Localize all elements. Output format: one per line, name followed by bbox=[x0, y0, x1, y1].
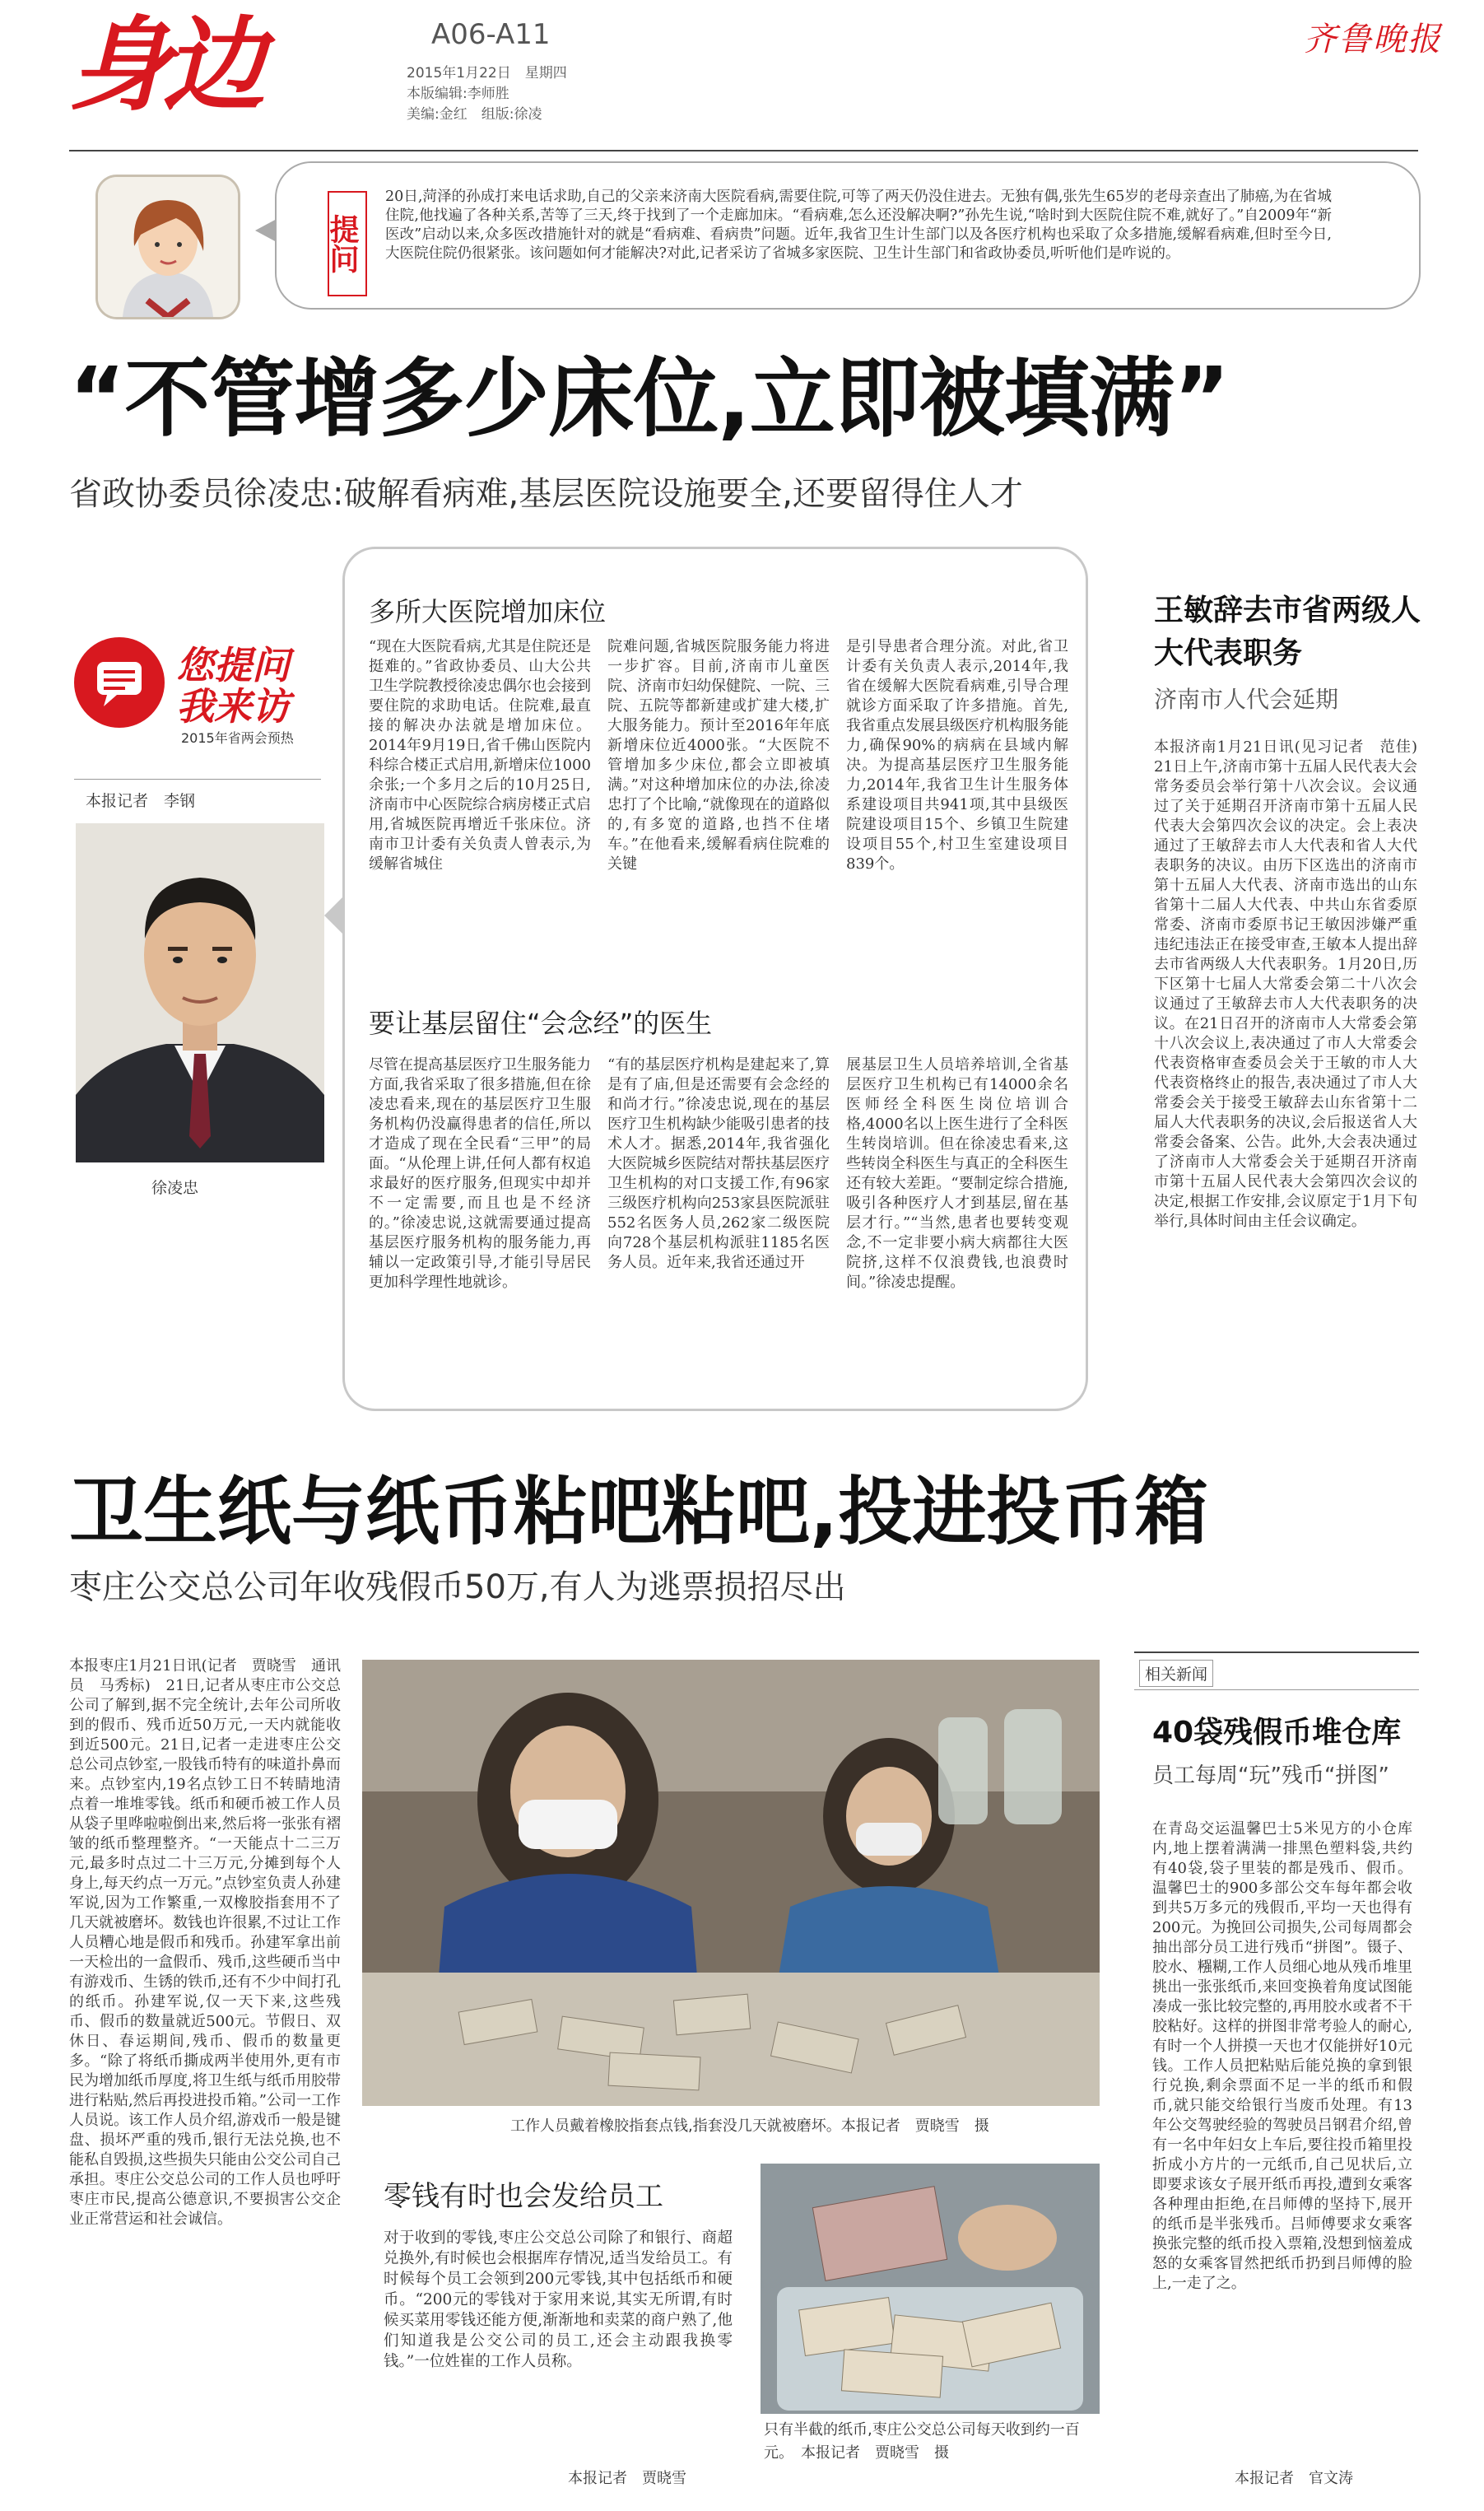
sec2-col2: “有的基层医疗机构是建起来了,算是有了庙,但是还需要有会念经的和尚才行。”徐凌忠说,现在的基层医疗卫生机构缺少能吸引患者的技术人才。据悉,2014年,我省强化大医院城乡医院结对帮扶基层医疗卫生机构的对口支援工作,有96家三级医疗机构向253家县医院派驻552名医务人员,262家二级医院向728个基层机构派驻1185名医务人员。近年来,我省还通过开 bbox=[607, 1056, 830, 1271]
page-editor: 本版编辑:李师胜 bbox=[407, 86, 509, 102]
story3-sub-body: 对于收到的零钱,枣庄公交总公司除了和银行、商超兑换外,有时候也会根据库存情况,适当发给员工。有时候每个员工会领到200元零钱,其中包括纸币和硬币。“200元的零钱对于家用来说,其实无所谓,有时候买菜用零钱还能方便,渐渐地和卖菜的商户熟了,他们知道我是公交公司的员工,还会主动跟我换零钱。”一位姓崔的工作人员称。 bbox=[384, 2229, 733, 2370]
sec2-title: 要让基层留住“会念经”的医生 bbox=[369, 1008, 713, 1039]
story4-headline: 40袋残假币堆仓库 bbox=[1152, 1716, 1402, 1749]
story2-headline: 王敏辞去市省两级人大代表职务 bbox=[1154, 594, 1421, 670]
counting-scene bbox=[362, 1660, 1100, 2106]
story3-headline: 卫生纸与纸币粘吧粘吧,投进投币箱 bbox=[69, 1469, 1209, 1555]
story3-sub-byline: 本报记者 贾晓雪 bbox=[568, 2470, 686, 2487]
speech-icon bbox=[74, 637, 165, 728]
related-label: 相关新闻 bbox=[1139, 1660, 1213, 1687]
portrait-caption: 徐凌忠 bbox=[151, 1179, 199, 1197]
photo2-caption: 只有半截的纸币,枣庄公交总公司每天收到约一百元。 本报记者 贾晓雪 摄 bbox=[764, 2421, 1080, 2462]
story2-subhead: 济南市人代会延期 bbox=[1154, 686, 1339, 713]
box-pointer bbox=[324, 896, 344, 935]
sec1-col1: “现在大医院看病,尤其是住院还是挺难的。”省政协委员、山大公共卫生学院教授徐凌忠偶尔也会接到要住院的求助电话。住院难,最直接的解决办法就是增加床位。2014年9月19日,省千佛山医院内科综合楼正式启用,新增床位1000余张;一个多月之后的10月25日,济南市中心医院综合病房楼正式启用,省城医院再增近千张床位。济南市卫计委有关负责人曾表示,为缓解省城住 bbox=[369, 638, 591, 873]
masthead-rule bbox=[69, 150, 1418, 151]
issue-date: 2015年1月22日 星期四 bbox=[407, 65, 567, 82]
story4-body: 在青岛交运温馨巴士5米见方的小仓库内,地上摆着满满一排黑色塑料袋,共约有40袋,袋子里装的都是残币、假币。温馨巴士的900多部公交车每年都会收到共5万多元的残假币,平均一天也得有200元。为挽回公司损失,公司每周都会抽出部分员工进行残币“拼图”。镊子、胶水、糨糊,工作人员细心地从残币堆里挑出一张张纸币,来回变换着角度试图能凑成一张比较完整的,再用胶水或者不干胶粘好。这样的拼图非常考验人的耐心,有时一个人拼摸一天也才仅能拼好10元钱。工作人员把粘贴后能兑换的拿到银行兑换,剩余票面不足一半的纸币和假币,就只能交给银行当废币处理。有13年公交驾驶经验的驾驶员吕钢君介绍,曾有一名中年妇女上车后,要往投币箱里投折成小方片的一元纸币,自己见状后,立即要求该女子展开纸币再投,遭到女乘客各种理由拒绝,在吕师傅的坚持下,展开的纸币是半张残币。吕师傅要求女乘客换张完整的纸币投入票箱,没想到恼羞成怒的女乘客冒然把纸币扔到吕师傅的脸上,一走了之。 bbox=[1152, 1820, 1412, 2292]
sec2-col1: 尽管在提高基层医疗卫生服务能力方面,我省采取了很多措施,但在徐凌忠看来,现在的基层医疗卫生服务机构仍没赢得患者的信任,所以才造成了现在全民看“三甲”的局面。“从伦理上讲,任何人都有权追求最好的医疗服务,但现实中却并不一定需要,而且也是不经济的。”徐凌忠说,这就需要通过提高基层医疗服务机构的服务能力,再辅以一定政策引导,才能引导居民更加科学理性地就诊。 bbox=[369, 1056, 591, 1291]
portrait-photo bbox=[76, 823, 324, 1162]
portrait-image bbox=[76, 823, 324, 1162]
question-text: 20日,菏泽的孙成打来电话求助,自己的父亲来济南大医院看病,需要住院,可等了两天仍没住进去。无独有偶,张先生65岁的老母亲查出了肺癌,为在省城住院,他找遍了各种关系,苦等了三天,终于找到了一个走廊加床。“看病难,怎么还没解决啊?”孙先生说,“啥时到大医院住院不难,就好了。”自2009年“新医改”启动以来,众多医改措施针对的就是“看病难、看病贵”问题。近年,我省卫生计生部门以及各医疗机构也采取了众多措施,缓解看病难,但时至今日,大医院住院仍很紧张。该问题如何才能解决?对此,记者采访了省城多家医院、卫生计生部门和省政协委员,听听他们是咋说的。 bbox=[385, 189, 1332, 262]
story1-subhead: 省政协委员徐凌忠:破解看病难,基层医院设施要全,还要留得住人才 bbox=[69, 475, 1023, 513]
chat-icon bbox=[74, 637, 165, 728]
story3-sub-title: 零钱有时也会发给员工 bbox=[384, 2180, 663, 2213]
story1-byline: 本报记者 李钢 bbox=[86, 792, 196, 810]
reporter-avatar bbox=[95, 175, 240, 319]
page-design: 美编:金红 组版:徐凌 bbox=[407, 106, 542, 123]
story3-subhead: 枣庄公交总公司年收残假币50万,有人为逃票损招尽出 bbox=[69, 1568, 846, 1606]
story2-body: 本报济南1月21日讯(见习记者 范佳) 21日上午,济南市第十五届人民代表大会常务委员会举行第十八次会议。会议通过了关于延期召开济南市第十五届人民代表大会第四次会议的决定。会上表决通过了王敏辞去市人大代表和省人大代表职务的决议。由历下区选出的济南市第十五届人大代表、济南市选出的山东省第十二届人大代表、中共山东省委原常委、济南市委原书记王敏因涉嫌严重违纪违法正在接受审查,王敏本人提出辞去市省两级人大代表职务。1月20日,历下区第十七届人大常委会第二十八次会议通过了王敏辞去市人大代表职务的决议。在21日召开的济南市人大常委会第十八次会议上,表决通过了市人大常委会代表资格审查委员会关于王敏的市人大代表资格终止的报告,表决通过了市人大常委会关于接受王敏辞去山东省第十二届人大代表职务的决议,会后报送省人大常委会备案、公告。此外,大会表决通过了济南市人大常委会关于延期召开济南市第十五届人民代表大会第四次会议的决定,根据工作安排,会议原定于1月下旬举行,具体时间由主任会议确定。 bbox=[1154, 738, 1432, 1230]
newspaper-logo: 齐鲁晚报 bbox=[1304, 21, 1442, 58]
question-tag: 提问 bbox=[328, 191, 367, 296]
bubble-pointer bbox=[255, 219, 277, 242]
sec1-col3: 是引导患者合理分流。对此,省卫计委有关负责人表示,2014年,我省在缓解大医院看病难,引导合理就诊方面采取了许多措施。首先,我省重点发展县级医疗机构服务能力,确保90%的病病在县域内解决。为提高基层医疗卫生服务能力,2014年,我省卫生计生服务体系建设项目共941项,其中县级医院建设项目15个、乡镇卫生院建设项目55个,村卫生室建设项目839个。 bbox=[846, 638, 1068, 873]
story1-headline: “不管增多少床位,立即被填满” bbox=[69, 348, 1230, 449]
torn-banknotes-photo bbox=[761, 2164, 1100, 2414]
banknote-tray bbox=[761, 2164, 1100, 2414]
story3-body: 本报枣庄1月21日讯(记者 贾晓雪 通讯员 马秀标) 21日,记者从枣庄市公交总公司了解到,据不完全统计,去年公司所收到的假币、残币近50万元,一天内就能收到近500元。21日,记者一走进枣庄公交总公司点钞室,一股钱币特有的味道扑鼻而来。点钞室内,19名点钞工日不转睛地清点着一堆堆零钱。纸币和硬币被工作人员从袋子里哗啦啦倒出来,然后将一张张有褶皱的纸币整理整齐。“一天能点十二三万元,最多时点过二十三万元,分摊到每个人身上,每天约点一万元。”点钞室负责人孙建军说,因为工作繁重,一双橡胶指套用不了几天就被磨坏。数钱也许很累,不过让工作人员糟心地是假币和残币。孙建军拿出前一天检出的一盒假币、残币,这些硬币当中有游戏币、生锈的铁币,还有不少中间打孔的纸币。孙建军说,仅一天下来,这些残币、假币的数量就近500元。节假日、双休日、春运期间,残币、假币的数量更多。“除了将纸币撕成两半使用外,更有市民为增加纸币厚度,将卫生纸与纸币用胶带进行粘贴,然后再投进投币箱。”公司一工作人员说。该工作人员介绍,游戏币一般是键盘、损坏严重的残币,银行无法兑换,也不能私自毁损,这些损失只能由公交公司自己承担。枣庄公交总公司的工作人员也呼吁枣庄市民,提高公德意识,不要损害公交企业正常营运和社会诚信。 bbox=[69, 1657, 341, 2228]
sec1-title: 多所大医院增加床位 bbox=[369, 596, 607, 627]
interview-badge bbox=[74, 636, 337, 751]
avatar-illustration bbox=[98, 177, 238, 317]
byline-rule bbox=[74, 779, 321, 780]
sec2-col3: 展基层卫生人员培养培训,全省基层医疗卫生机构已有14000余名医师经全科医生岗位培训合格,4000名以上医生进行了全科医生转岗培训。但在徐凌忠看来,这些转岗全科医生与真正的全科医生还有较大差距。“要制定综合措施,吸引各种医疗人才到基层,留在基层才行。”“当然,患者也要转变观念,不一定非要小病大病都往大医院挤,这样不仅浪费钱,也浪费时间。”徐凌忠提醒。 bbox=[846, 1056, 1068, 1291]
badge-line2: 我来访 bbox=[176, 684, 290, 729]
page-range: A06-A11 bbox=[431, 18, 551, 51]
sec1-col2: 院难问题,省城医院服务能力将进一步扩容。目前,济南市儿童医院、济南市妇幼保健院、一院、三院、五院等都新建或扩建大楼,扩大服务能力。预计至2016年年底新增床位近4000张。“大医院不管增加多少床位,都会立即被填满。”对这种增加床位的办法,徐凌忠打了个比喻,“就像现在的道路似的,有多宽的道路,也挡不住堵车。”在他看来,缓解看病住院难的关键 bbox=[607, 638, 830, 873]
photo1-caption: 工作人员戴着橡胶指套点钱,指套没几天就被磨坏。本报记者 贾晓雪 摄 bbox=[510, 2117, 989, 2135]
section-logo: 身边 bbox=[69, 7, 258, 125]
coin-counting-photo bbox=[362, 1660, 1100, 2106]
related-rule bbox=[1134, 1689, 1419, 1690]
story4-subhead: 员工每周“玩”残币“拼图” bbox=[1152, 1763, 1389, 1788]
badge-line1: 您提问 bbox=[176, 643, 290, 687]
related-rule-top bbox=[1134, 1651, 1419, 1653]
badge-sub: 2015年省两会预热 bbox=[181, 730, 294, 746]
story4-byline: 本报记者 官文涛 bbox=[1235, 2470, 1353, 2487]
